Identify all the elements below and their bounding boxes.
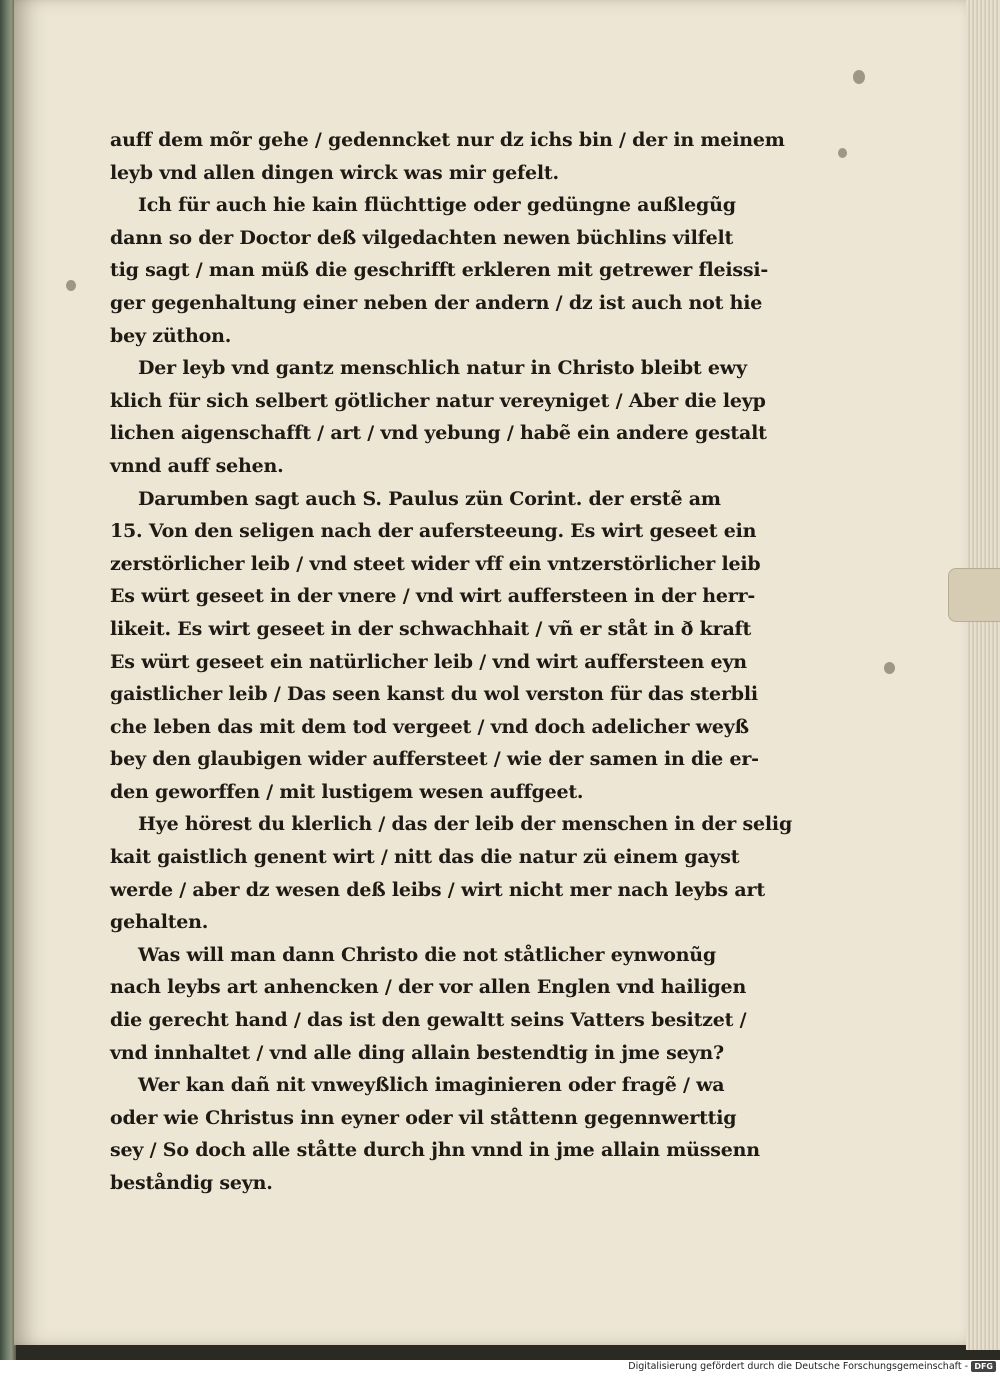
paper-spot [884,662,895,674]
text-line: Darumben sagt auch S. Paulus zün Corint. der erstẽ am [138,487,721,510]
text-line: vnd innhaltet / vnd alle ding allain bestendtig in jme seyn? [110,1041,724,1064]
text-line: zerstörlicher leib / vnd steet wider vff ein vntzerstörlicher leib [110,552,761,575]
text-line: beståndig seyn. [110,1172,273,1194]
text-line: dann so der Doctor deß vilgedachten newen büchlins vilfelt [110,226,734,249]
text-line: den geworffen / mit lustigem wesen auffgeet. [110,780,584,803]
text-line: bey den glaubigen wider auffersteet / wie der samen in die er- [110,748,759,771]
text-line: Hye hörest du klerlich / das der leib der menschen in der selig [138,813,793,836]
paper-spot [66,280,76,291]
text-line: gehalten. [110,911,209,934]
text-line: die gerecht hand / das ist den gewaltt seins Vatters besitzet / [110,1009,747,1032]
text-line: Der leyb vnd gantz menschlich natur in Christo bleibt ewy [138,357,747,380]
paper-spot [838,148,847,158]
page-tab-marker [948,568,1000,622]
text-line: Was will man dann Christo die not ståtlicher eynwonũg [138,943,717,966]
text-line: Es würt geseet ein natürlicher leib / vnd wirt aufferstеen eyn [110,650,747,673]
digitization-credit: Digitalisierung gefördert durch die Deutsche Forschungsgemeinschaft - [628,1361,968,1372]
text-line: auff dem mõr gehe / gedenncket nur dz ichs bin / der in meinem [110,129,785,151]
text-line: 15. Von den seligen nach der auferstееung. Es wirt geseet ein [110,520,757,543]
text-line: tig sagt / man müß die geschrifft erkleren mit getrewer fleissi- [110,259,769,282]
text-line: oder wie Christus inn eyner oder vil ståttenn gegennwerttig [110,1106,737,1129]
text-line: lichen aigenschafft / art / vnd yebung / habẽ ein andere gestalt [110,422,767,445]
text-line: Wer kan dañ nit vnweyßlich imaginieren oder fragẽ / wa [138,1074,725,1097]
text-line: ger gegenhaltung einer neben der andern / dz ist auch not hie [110,291,763,314]
paper-spot [853,70,865,84]
text-line: kait gaistlich genent wirt / nitt das die natur zü einem gayst [110,846,740,869]
text-line: Ich für auch hie kain flüchttige oder gedüngne außlegũg [138,194,736,217]
text-line: nach leybs art anhencken / der vor allen Englen vnd hailigen [110,976,747,999]
text-line: werde / aber dz wesen deß leibs / wirt nicht mer nach leybs art [110,878,765,901]
page-text [110,124,800,1200]
text-line: che leben das mit dem tod vergeet / vnd doch adelicher weyß [110,715,749,738]
dfg-logo: DFG [971,1361,996,1372]
text-line: likeit. Es wirt geseet in der schwachhait / vñ er ståt in ð kraft [110,617,752,640]
text-line: Es würt geseet in der vnere / vnd wirt aufferstеen in der herr- [110,585,756,608]
text-line: vnnd auff sehen. [110,454,284,477]
text-line: leyb vnd allen dingen wirck was mir gefelt. [110,161,559,184]
text-line: sey / So doch alle ståtte durch jhn vnnd in jme allain müssenn [110,1139,760,1162]
text-line: gaistlicher leib / Das seen kanst du wol verston für das sterbli [110,683,758,706]
text-line: klich für sich selbert götlicher natur vereyniget / Aber die leyp [110,389,766,412]
text-line: bey züthon. [110,324,232,347]
page-stack-edge [966,0,1000,1350]
